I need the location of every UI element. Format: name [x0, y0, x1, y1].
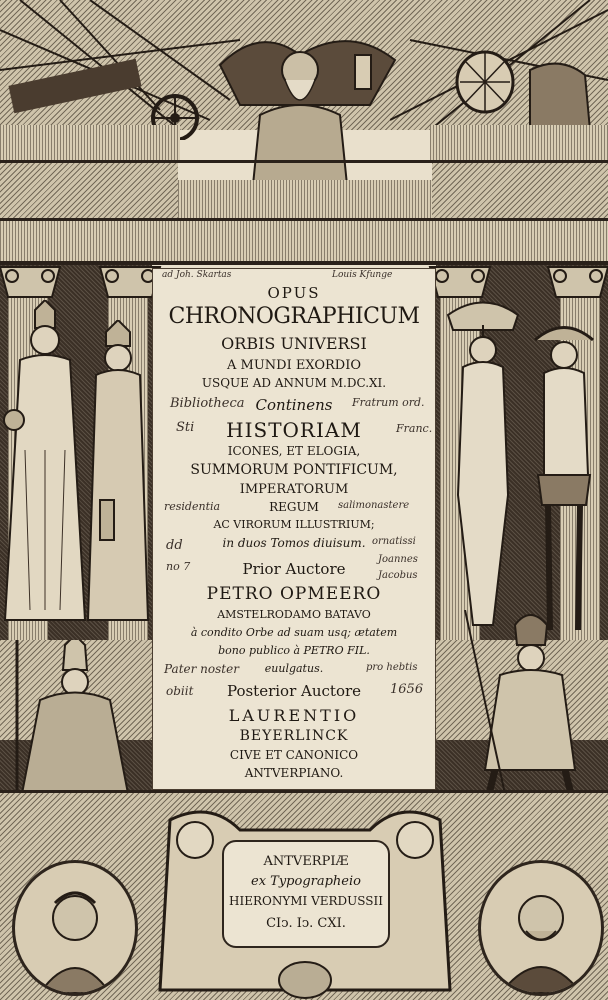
annotation-joannes: Joannes: [378, 554, 418, 565]
frieze-center: [178, 180, 432, 220]
weapons-trophy-right: [390, 0, 608, 140]
title-bono: bono publico à PETRO FIL.: [218, 644, 370, 657]
title-usque: USQUE AD ANNUM M.DC.XI.: [201, 376, 387, 390]
annotation-top-2: Louis Kfunge: [332, 270, 393, 280]
imprint-cartouche: [222, 840, 390, 948]
title-conditu: à condito Orbe ad suam usq; ætatem: [190, 626, 398, 639]
title-icones: ICONES, ET ELOGIA,: [227, 444, 361, 458]
statue-africa: [438, 295, 528, 640]
frieze-left: [0, 163, 178, 218]
title-opus: OPUS: [267, 284, 321, 302]
statue-america: [520, 315, 608, 640]
title-posterior: Posterior Auctore: [226, 682, 362, 700]
title-tomos: in duos Tomos diuisum.: [222, 536, 366, 550]
annotation-fratrum: Fratrum ord.: [352, 396, 425, 409]
imprint-city: ANTVERPIÆ: [263, 854, 349, 869]
title-exordio: A MUNDI EXORDIO: [226, 358, 362, 373]
medallion-knight-portrait: [478, 860, 604, 996]
annotation-year: 1656: [390, 682, 424, 697]
title-beyerlinck: BEYERLINCK: [239, 728, 349, 744]
title-prior: Prior Auctore: [242, 560, 346, 578]
annotation-ornatissi: ornatissi: [372, 536, 416, 547]
annotation-sti: Sti: [176, 420, 195, 435]
knight-bust-icon: [481, 863, 601, 993]
title-virorum: AC VIRORUM ILLUSTRIUM;: [213, 518, 375, 531]
base-rule: [0, 790, 608, 793]
title-antverp: ANTVERPIANO.: [244, 766, 344, 780]
annotation-top-1: ad Joh. Skartas: [162, 270, 232, 280]
annotation-franc: Franc.: [396, 422, 433, 435]
title-continens: Continens: [255, 396, 333, 414]
imprint-year: CIↄ. Iↄ. CXI.: [266, 916, 346, 931]
medallion-emperor-portrait: [12, 860, 138, 996]
annotation-no: no 7: [166, 560, 191, 573]
annotation-jacobus: Jacobus: [378, 570, 418, 581]
statue-asia: [78, 320, 158, 640]
annotation-salim: salimonastere: [338, 500, 410, 511]
title-euulgatus: euulgatus.: [264, 662, 324, 675]
top-cornice-right: [430, 125, 608, 160]
statue-europe: [0, 300, 90, 630]
emperor-bust-icon: [15, 863, 135, 993]
annotation-residentia: residentia: [164, 500, 221, 513]
title-orbis: ORBIS UNIVERSI: [221, 334, 367, 353]
title-cive: CIVE ET CANONICO: [229, 748, 359, 762]
annotation-pater: Pater noster: [164, 662, 239, 676]
imprint-printer: HIERONYMI VERDUSSII: [228, 894, 383, 908]
title-summorum: SUMMORUM PONTIFICUM,: [190, 462, 398, 478]
annotation-obiit: obiit: [166, 684, 194, 698]
title-laurentio: LAURENTIO: [228, 706, 360, 725]
title-amstel: AMSTELRODAMO BATAVO: [217, 608, 371, 621]
title-regum: REGUM: [269, 500, 319, 514]
title-main: CHRONOGRAPHICUM: [168, 304, 420, 329]
title-imperatorum: IMPERATORUM: [239, 482, 349, 497]
top-cornice-left: [0, 125, 180, 160]
imprint-typographeio: ex Typographeio: [251, 874, 361, 889]
annotation-bibliotheca: Bibliotheca: [170, 396, 245, 411]
title-cartouche: [152, 268, 436, 790]
annotation-dd: dd: [166, 538, 183, 553]
frieze-right: [432, 163, 608, 218]
architrave: [0, 221, 608, 261]
title-historiam: HISTORIAM: [226, 418, 362, 442]
annotation-pro: pro hebtis: [366, 662, 418, 673]
title-petro: PETRO OPMEERO: [206, 584, 382, 604]
